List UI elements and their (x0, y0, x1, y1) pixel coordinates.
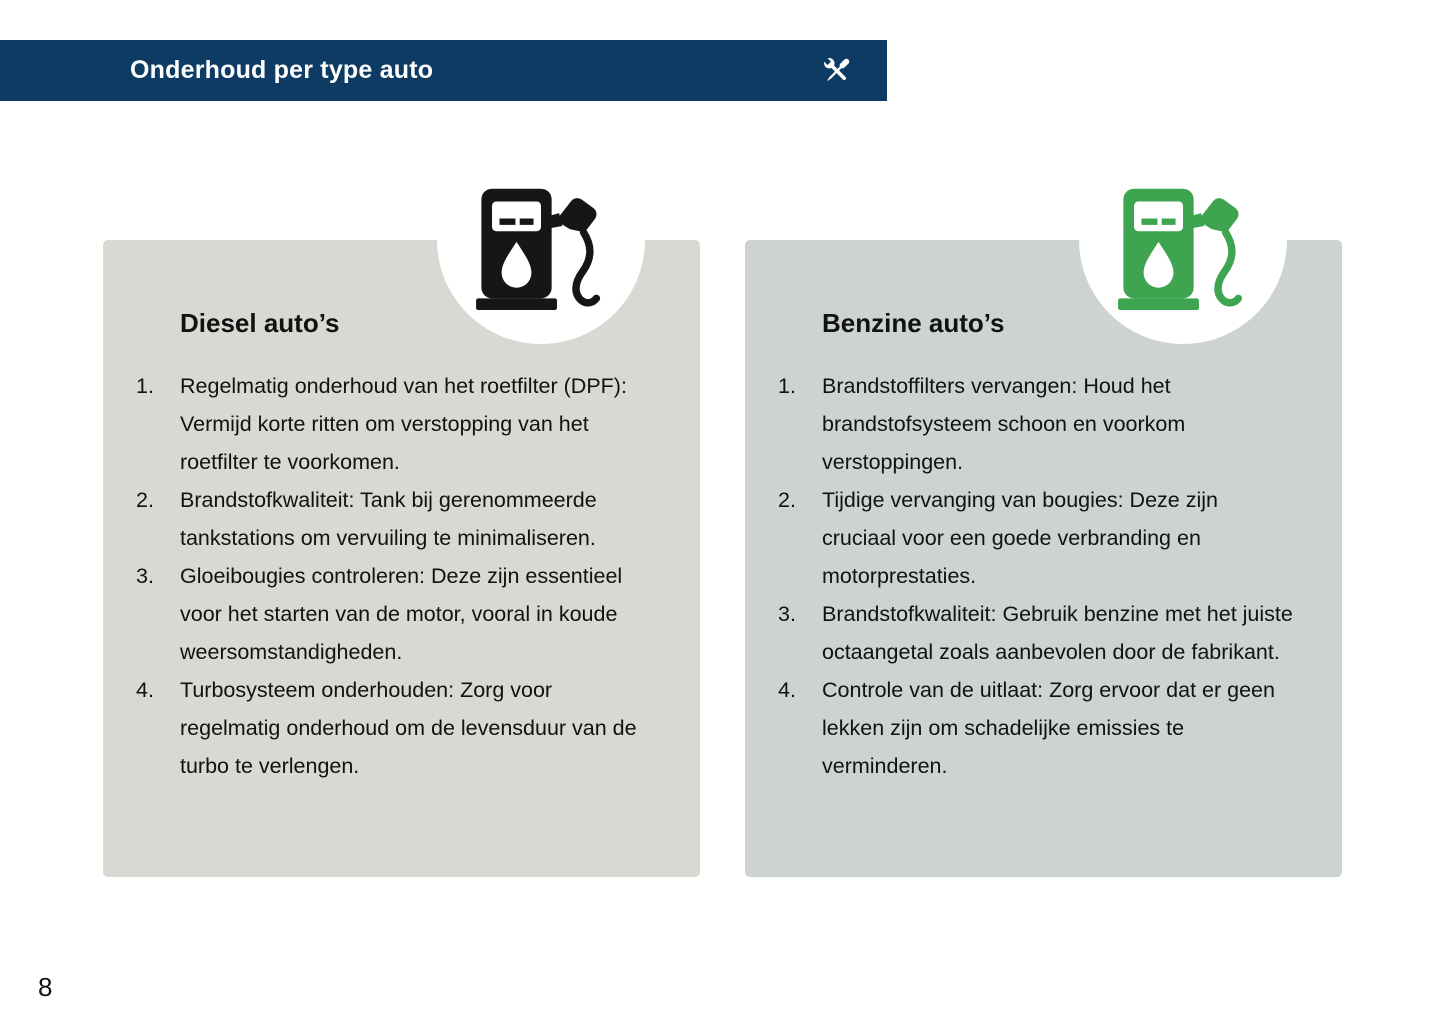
list-item-text: Turbosysteem onderhouden: Zorg voor regelmatig onderhoud om de levensduur van de turbo te verlengen. (180, 678, 637, 778)
card-list (745, 367, 1342, 785)
list-item (136, 557, 656, 671)
list-item (778, 481, 1298, 595)
list-item-text: Tijdige vervanging van bougies: Deze zijn cruciaal voor een goede verbranding en motorprestaties. (822, 488, 1218, 588)
list-item-number: 4. (778, 678, 796, 702)
list-item-text: Brandstofkwaliteit: Tank bij gerenommeerde tankstations om vervuiling te minimaliseren. (180, 488, 597, 550)
list-item-text: Regelmatig onderhoud van het roetfilter (DPF): Vermijd korte ritten om verstopping van het roetfilter te voorkomen. (180, 374, 627, 474)
list-item (136, 367, 656, 481)
cards-container (103, 240, 1342, 877)
list-item-number: 3. (136, 564, 154, 588)
list-item-text: Gloeibougies controleren: Deze zijn essentieel voor het starten van de motor, vooral in koude weersomstandigheden. (180, 564, 623, 664)
fuel-pump-icon (475, 188, 607, 315)
list-item (136, 481, 656, 557)
list-item (778, 671, 1298, 785)
list-item (136, 671, 656, 785)
list-item-text: Brandstoffilters vervangen: Houd het brandstofsysteem schoon en voorkom verstoppingen. (822, 374, 1186, 474)
fuel-pump-icon (1117, 188, 1249, 315)
list-item-number: 1. (136, 374, 154, 398)
list-item-number: 2. (778, 488, 796, 512)
list-item-text: Controle van de uitlaat: Zorg ervoor dat er geen lekken zijn om schadelijke emissies te verminderen. (822, 678, 1275, 778)
header-bar (0, 40, 887, 101)
card-diesel (103, 240, 700, 877)
list-item (778, 367, 1298, 481)
page-number: 8 (38, 972, 53, 1002)
list-item-text: Brandstofkwaliteit: Gebruik benzine met het juiste octaangetal zoals aanbevolen door de fabrikant. (822, 602, 1293, 664)
tools-icon (819, 53, 855, 89)
list-item-number: 3. (778, 602, 796, 626)
card-title: Benzine auto’s (822, 308, 1005, 338)
list-item-number: 2. (136, 488, 154, 512)
card-list (103, 367, 700, 785)
page-title: Onderhoud per type auto (130, 56, 434, 84)
card-benzine (745, 240, 1342, 877)
list-item (778, 595, 1298, 671)
list-item-number: 4. (136, 678, 154, 702)
list-item-number: 1. (778, 374, 796, 398)
card-title: Diesel auto’s (180, 308, 340, 338)
